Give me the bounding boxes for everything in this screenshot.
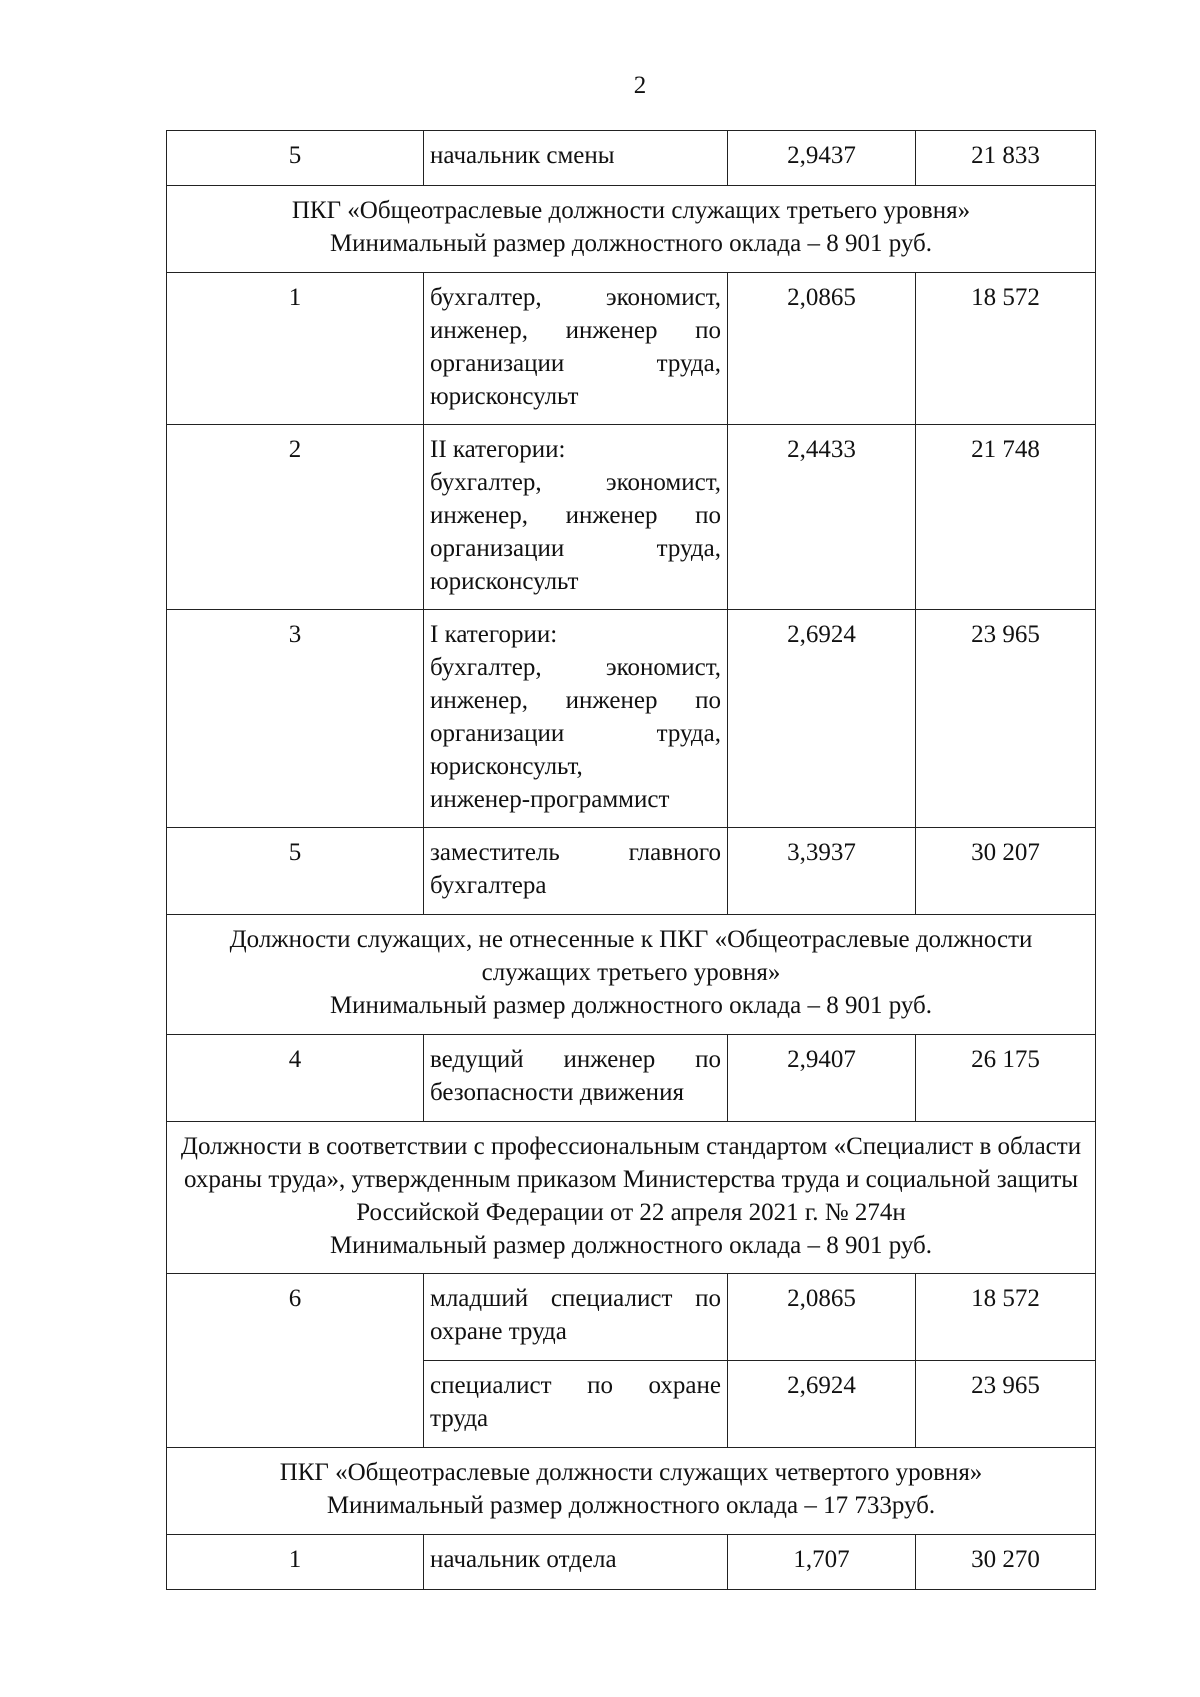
position-name: специалист по охране труда: [424, 1361, 728, 1448]
group-title: ПКГ «Общеотраслевые должности служащих третьего уровня»: [291, 197, 971, 224]
row-number: 5: [167, 131, 424, 186]
position-name: начальник смены: [424, 131, 728, 186]
table-row: [167, 1535, 1096, 1590]
coefficient: 2,9437: [728, 131, 916, 186]
position-name: начальник отдела: [424, 1535, 728, 1590]
group-header: [167, 915, 1096, 1035]
table-row: [167, 828, 1096, 915]
group-min-salary: Минимальный размер должностного оклада – 8 901 руб.: [329, 992, 933, 1019]
position-name: заместитель главного бухгалтера: [424, 828, 728, 915]
position-extra: инженер-программист: [430, 786, 670, 813]
position-name: [424, 425, 728, 610]
salary: 30 207: [916, 828, 1096, 915]
group-min-salary: Минимальный размер должностного оклада – 17 733руб.: [326, 1492, 936, 1519]
salary: 23 965: [916, 610, 1096, 828]
salary: 21 748: [916, 425, 1096, 610]
group-header-row: [167, 186, 1096, 273]
table-row: [167, 131, 1096, 186]
position-list: бухгалтер, экономист, инженер, инженер по организации труда, юрисконсульт: [430, 469, 721, 595]
salary: 30 270: [916, 1535, 1096, 1590]
salary: 23 965: [916, 1361, 1096, 1448]
salary-table: [166, 130, 1096, 1590]
coefficient: 3,3937: [728, 828, 916, 915]
salary: 21 833: [916, 131, 1096, 186]
group-header-row: [167, 1448, 1096, 1535]
coefficient: 2,9407: [728, 1035, 916, 1122]
position-name: [424, 610, 728, 828]
page-number: 2: [633, 72, 647, 99]
row-number: 1: [167, 273, 424, 425]
table-row: [167, 1035, 1096, 1122]
table-row: [167, 273, 1096, 425]
row-number: 2: [167, 425, 424, 610]
position-name: бухгалтер, экономист, инженер, инженер по организации труда, юрисконсульт: [424, 273, 728, 425]
group-header-row: [167, 1122, 1096, 1274]
row-number: 5: [167, 828, 424, 915]
group-header: [167, 1448, 1096, 1535]
group-header: [167, 186, 1096, 273]
group-min-salary: Минимальный размер должностного оклада – 8 901 руб.: [329, 1232, 933, 1259]
table-row: [167, 425, 1096, 610]
coefficient: 2,4433: [728, 425, 916, 610]
salary: 26 175: [916, 1035, 1096, 1122]
group-title: Должности служащих, не отнесенные к ПКГ «Общеотраслевые должности служащих третьего уровня»: [229, 926, 1033, 986]
group-header-row: [167, 915, 1096, 1035]
row-number: 3: [167, 610, 424, 828]
salary: 18 572: [916, 1274, 1096, 1361]
coefficient: 2,6924: [728, 1361, 916, 1448]
group-header: [167, 1122, 1096, 1274]
salary: 18 572: [916, 273, 1096, 425]
table-row: [167, 1274, 1096, 1361]
row-number: 4: [167, 1035, 424, 1122]
coefficient: 2,6924: [728, 610, 916, 828]
position-category: I категории:: [430, 621, 558, 648]
row-number: 1: [167, 1535, 424, 1590]
group-title: ПКГ «Общеотраслевые должности служащих четвертого уровня»: [279, 1459, 983, 1486]
position-name: младший специалист по охране труда: [424, 1274, 728, 1361]
table-row: [167, 610, 1096, 828]
position-category: II категории:: [430, 436, 566, 463]
group-title: Должности в соответствии с профессиональным стандартом «Специалист в области охраны труда», утвержденным приказом Министерства труда и социальной защиты Российской Федерации от 22 апреля 2021 г. № 274н: [180, 1133, 1082, 1226]
position-name: ведущий инженер по безопасности движения: [424, 1035, 728, 1122]
position-list: бухгалтер, экономист, инженер, инженер по организации труда, юрисконсульт,: [430, 654, 721, 780]
coefficient: 2,0865: [728, 1274, 916, 1361]
coefficient: 2,0865: [728, 273, 916, 425]
group-min-salary: Минимальный размер должностного оклада – 8 901 руб.: [329, 230, 933, 257]
row-number: 6: [167, 1274, 424, 1448]
coefficient: 1,707: [728, 1535, 916, 1590]
